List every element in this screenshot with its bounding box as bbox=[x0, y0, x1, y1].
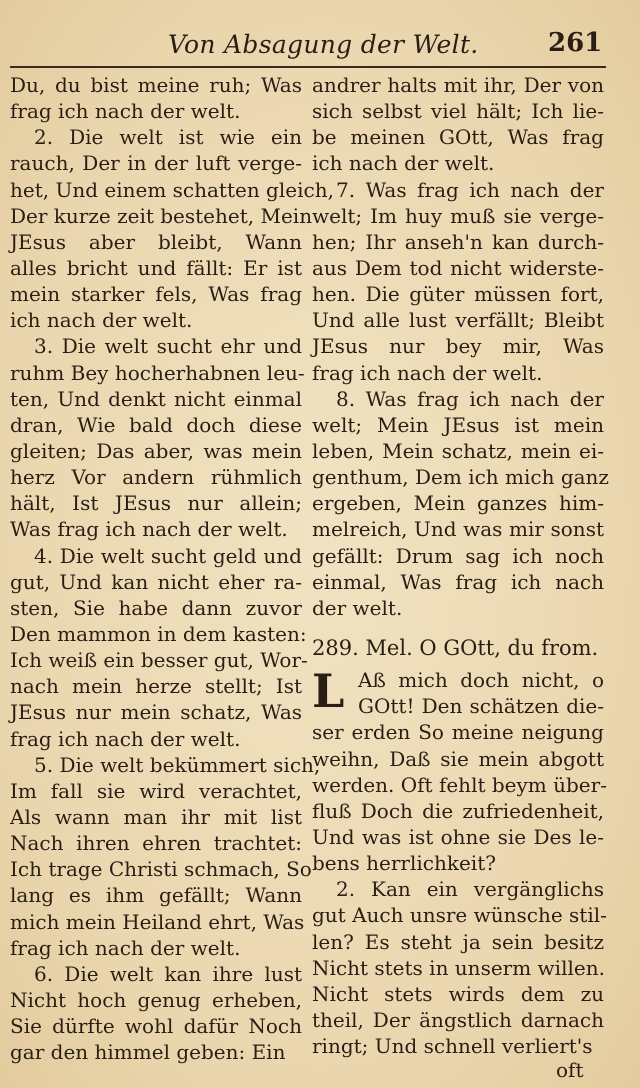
text-line: Aß mich doch nicht, o L bbox=[312, 664, 604, 719]
text-line: frag ich nach der welt. bbox=[10, 99, 241, 124]
text-line: 2. Die welt ist wie ein bbox=[34, 125, 302, 150]
text-line: JEsus nur bey mir, Was bbox=[312, 334, 604, 359]
drop-cap: L bbox=[312, 664, 345, 719]
left-column bbox=[10, 72, 334, 1065]
text-line: JEsus nur mein schatz, Was bbox=[10, 700, 302, 725]
text-line: melreich, Und was mir sonst bbox=[312, 517, 604, 542]
text-line: ringt; Und schnell verliert's bbox=[312, 1034, 593, 1059]
text-line: Nicht hoch genug erheben, bbox=[10, 987, 302, 1012]
text-line: Ich trage Christi schmach, So bbox=[10, 857, 312, 882]
text-line: 5. Die welt bekümmert sich, bbox=[34, 752, 321, 777]
header-rule bbox=[10, 66, 606, 68]
text-line: rauch, Der in der luft verge- bbox=[10, 151, 302, 176]
page-number: 261 bbox=[548, 28, 603, 58]
text-line: hen. Die güter müssen fort, bbox=[312, 282, 604, 307]
hymn-heading: 289. Mel. O GOtt, du from. bbox=[312, 635, 599, 660]
text-line: genthum, Dem ich mich ganz bbox=[312, 465, 609, 490]
text-line: Den mammon in dem kasten: bbox=[10, 621, 307, 646]
text-line: fluß Doch die zufriedenheit, bbox=[312, 798, 604, 823]
text-line: lang es ihm gefällt; Wann bbox=[10, 883, 302, 908]
text-line: 4. Die welt sucht geld und bbox=[34, 543, 302, 568]
text-line: 8. Was frag ich nach der bbox=[336, 386, 604, 411]
text-line: Nicht stets wirds dem zu bbox=[312, 981, 604, 1006]
text-line: gleiten; Das aber, was mein bbox=[10, 438, 302, 463]
text-line: leben, Mein schatz, mein ei- bbox=[312, 438, 604, 463]
text-line: aus Dem tod nicht widerste- bbox=[312, 255, 604, 280]
text-line: Und was ist ohne sie Des le- bbox=[312, 824, 604, 849]
text-line: gefällt: Drum sag ich noch bbox=[312, 543, 604, 568]
text-line: Was frag ich nach der welt. bbox=[10, 517, 288, 542]
text-line: Sie dürfte wohl dafür Noch bbox=[10, 1014, 302, 1039]
text-line: welt; Mein JEsus ist mein bbox=[312, 412, 604, 437]
text-line: het, Und einem schatten gleich, bbox=[10, 177, 334, 202]
text-line: bens herrlichkeit? bbox=[312, 851, 496, 876]
text-line: sich selbst viel hält; Ich lie- bbox=[312, 99, 604, 124]
text-line: 3. Die welt sucht ehr und bbox=[34, 334, 302, 359]
running-header bbox=[0, 26, 640, 66]
text-line: Als wann man ihr mit list bbox=[10, 804, 302, 829]
text-line: gar den himmel geben: Ein bbox=[10, 1040, 286, 1065]
text-line: hält, Ist JEsus nur allein; bbox=[10, 491, 302, 516]
text-line: weihn, Daß sie mein abgott bbox=[312, 746, 604, 771]
text-line: frag ich nach der welt. bbox=[10, 726, 241, 751]
text-line: theil, Der ängstlich darnach bbox=[312, 1007, 604, 1032]
text-line: ergeben, Mein ganzes him- bbox=[312, 491, 604, 516]
text-line: JEsus aber bleibt, Wann bbox=[10, 229, 302, 254]
text-line: be meinen GOtt, Was frag bbox=[312, 125, 604, 150]
text-line: ich nach der welt. bbox=[312, 151, 495, 176]
text-line: andrer halts mit ihr, Der von bbox=[312, 73, 604, 97]
text-line: Ich weiß ein besser gut, Wor- bbox=[10, 648, 308, 673]
text-line: ten, Und denkt nicht einmal bbox=[10, 386, 302, 411]
text-line: alles bricht und fällt: Er ist bbox=[10, 255, 302, 280]
running-title: Von Absagung der Welt. bbox=[168, 30, 479, 59]
text-line: ich nach der welt. bbox=[10, 308, 193, 333]
text-line: frag ich nach der welt. bbox=[10, 935, 241, 960]
text-line: Du, du bist meine ruh; Was bbox=[10, 73, 302, 97]
text-line: gut Auch unsre wünsche stil- bbox=[312, 903, 607, 928]
text-line: Der kurze zeit bestehet, Mein bbox=[10, 203, 313, 228]
right-column-verses bbox=[312, 72, 609, 621]
text-line: Nach ihren ehren trachtet: bbox=[10, 831, 302, 856]
right-column bbox=[312, 72, 609, 1059]
text-line: 2. Kan ein vergänglichs bbox=[336, 877, 604, 902]
text-line: werden. Oft fehlt beym über- bbox=[312, 772, 607, 797]
catchword: oft bbox=[556, 1058, 584, 1082]
text-line: sten, Sie habe dann zuvor bbox=[10, 595, 302, 620]
text-line: der welt. bbox=[312, 595, 403, 620]
text-line: nach mein herze stellt; Ist bbox=[10, 674, 302, 699]
hymn-289-text bbox=[312, 664, 607, 1059]
text-line: Nicht stets in unserm willen. bbox=[312, 955, 605, 980]
text-line: einmal, Was frag ich nach bbox=[312, 569, 604, 594]
text-line: mich mein Heiland ehrt, Was bbox=[10, 909, 305, 934]
text-line: len? Es steht ja sein besitz bbox=[312, 929, 604, 954]
text-line: welt; Im huy muß sie verge- bbox=[312, 203, 604, 228]
text-line: mein starker fels, Was frag bbox=[10, 282, 302, 307]
text-line: dran, Wie bald doch diese bbox=[10, 412, 302, 437]
text-line: 7. Was frag ich nach der bbox=[336, 177, 604, 202]
text-line: herz Vor andern rühmlich bbox=[10, 465, 302, 490]
text-line: hen; Ihr anseh'n kan durch- bbox=[312, 229, 604, 254]
text-line: gut, Und kan nicht eher ra- bbox=[10, 569, 302, 594]
text-line: Im fall sie wird verachtet, bbox=[10, 778, 302, 803]
text-line: 6. Die welt kan ihre lust bbox=[34, 961, 302, 986]
text-line: Und alle lust verfällt; Bleibt bbox=[312, 308, 604, 333]
text-line: GOtt! Den schätzen die- bbox=[358, 694, 604, 719]
text-line: frag ich nach der welt. bbox=[312, 360, 543, 385]
text-line: ser erden So meine neigung bbox=[312, 720, 604, 745]
text-line: ruhm Bey hocherhabnen leu- bbox=[10, 360, 305, 385]
